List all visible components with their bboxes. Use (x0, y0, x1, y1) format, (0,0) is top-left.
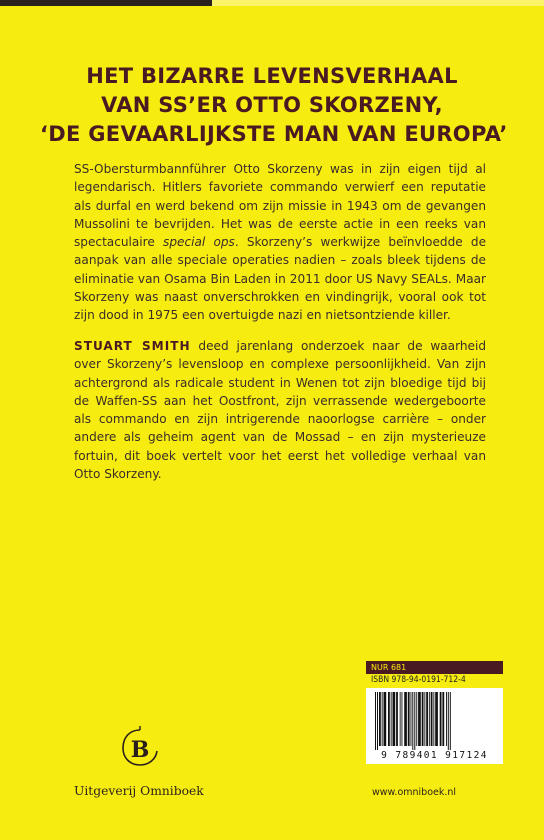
blurb-italic: special ops (163, 235, 235, 250)
barcode-guard-bar (450, 692, 451, 750)
barcode-bar (379, 692, 381, 746)
author-name: STUART SMITH (74, 339, 191, 353)
back-cover-headline (40, 62, 508, 149)
barcode-bar (424, 692, 425, 746)
omniboek-logo-icon (119, 724, 161, 770)
barcode (366, 688, 503, 764)
barcode-digits: 9 789401 917124 (381, 750, 488, 761)
barcode-bar (404, 692, 407, 746)
barcode-bar (442, 692, 444, 746)
barcode-bar (388, 692, 390, 746)
barcode-bar (393, 692, 396, 746)
barcode-guard-bar (377, 692, 378, 750)
headline-line-2: VAN SS’ER OTTO SKORZENY, (101, 93, 443, 117)
barcode-bar (411, 692, 412, 746)
barcode-guard-bar (375, 692, 376, 750)
isbn-label: ISBN 978-94-0191-712-4 (371, 675, 466, 685)
barcode-guard-bar (412, 692, 413, 750)
publisher-name: Uitgeverij Omniboek (74, 784, 204, 798)
barcode-bar (382, 692, 383, 746)
headline-line-3: ‘DE GEVAARLIJKSTE MAN VAN EUROPA’ (40, 122, 508, 146)
barcode-bar (426, 692, 428, 746)
top-edge-dark (0, 0, 212, 6)
barcode-bar (446, 692, 447, 746)
author-bio: deed jarenlang onderzoek naar de waarheid over Skorzeny’s levensloop en complexe persoonlijkheid. Van zijn achtergrond als radicale student in Wenen tot zijn bloedige tijd bij de Waffen-SS aan het Oostfront, zijn verrassende wedergeboorte als commando en zijn intrigerende naoorlogse carrière – onder andere als geheim agent van de Mossad – en zijn mysterieuze fortuin, dit boek vertelt voor het eerst het volledige verhaal van Otto Skorzeny. (74, 339, 486, 482)
barcode-bar (400, 692, 401, 746)
barcode-bars (366, 688, 503, 750)
barcode-bar (429, 692, 430, 746)
headline-line-1: HET BIZARRE LEVENSVERHAAL (86, 64, 458, 88)
barcode-bar (408, 692, 410, 746)
barcode-bar (435, 692, 438, 746)
barcode-bar (440, 692, 442, 746)
barcode-bar (433, 692, 434, 746)
author-paragraph (74, 337, 486, 483)
svg-text:B: B (130, 737, 150, 763)
barcode-bar (416, 692, 417, 746)
blurb-text: SS-Obersturmbannführer Otto Skorzeny was in zijn eigen tijd al legendarisch. Hitlers favoriete commando verwierf een reputatie als durfal en werd bekend om zijn missie in 1943 om de gevangen Mussolini te bevrijden. Het was de eerste actie in een reeks van spectaculaire (74, 162, 486, 250)
barcode-bar (391, 692, 392, 746)
barcode-bar (384, 692, 387, 746)
barcode-bar (418, 692, 421, 746)
barcode-bar (402, 692, 403, 746)
barcode-guard-bar (414, 692, 415, 750)
top-edge-strip (0, 0, 544, 6)
publisher-url[interactable]: www.omniboek.nl (372, 787, 457, 798)
barcode-bar (422, 692, 424, 746)
blurb-text-cont: . Skorzeny’s werkwijze beïnvloedde de aanpak van alle speciale operaties nadien – zoals bleek tijdens de eliminatie van Osama Bin Laden in 2011 door US Navy SEALs. Maar Skorzeny was naast onverschrokken en vindingrijk, vooral ook tot zijn dood in 1975 een overtuigde nazi en nietsontziende killer. (74, 235, 487, 323)
barcode-bar (396, 692, 398, 746)
nur-label: NUR 681 (366, 661, 503, 674)
barcode-guard-bar (448, 692, 449, 750)
barcode-bar (431, 692, 433, 746)
blurb-paragraph-1 (74, 160, 486, 325)
